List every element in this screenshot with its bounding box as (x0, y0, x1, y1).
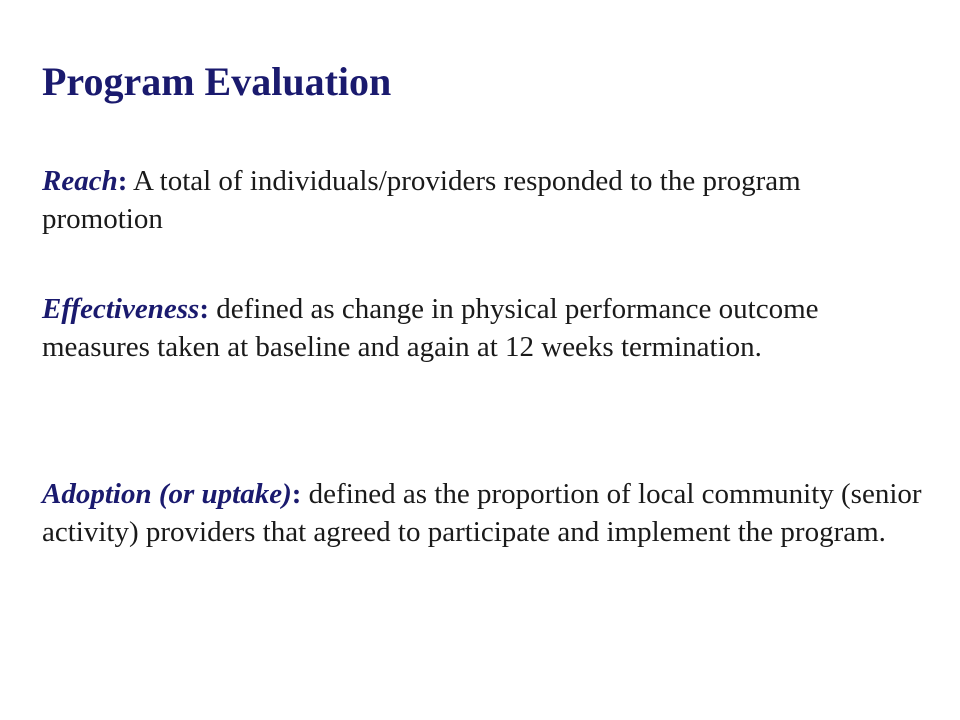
section-reach (42, 162, 922, 238)
term-effectiveness: Effectiveness (42, 293, 200, 325)
section-effectiveness-text: defined as change in physical performance outcome measures taken at baseline and again at 12 weeks termination. (42, 293, 819, 363)
term-adoption-colon: : (291, 478, 302, 510)
term-adoption: Adoption (or uptake) (42, 478, 292, 510)
section-adoption (42, 475, 922, 551)
section-effectiveness (42, 290, 922, 366)
slide-title: Program Evaluation (42, 59, 392, 104)
term-reach: Reach (42, 165, 118, 197)
section-reach-text: A total of individuals/providers responded to the program promotion (42, 165, 801, 235)
term-effectiveness-colon: : (199, 293, 209, 325)
section-adoption-text: defined as the proportion of local community (senior activity) providers that agreed to participate and implement the program. (42, 478, 922, 548)
term-reach-colon: : (117, 165, 128, 197)
